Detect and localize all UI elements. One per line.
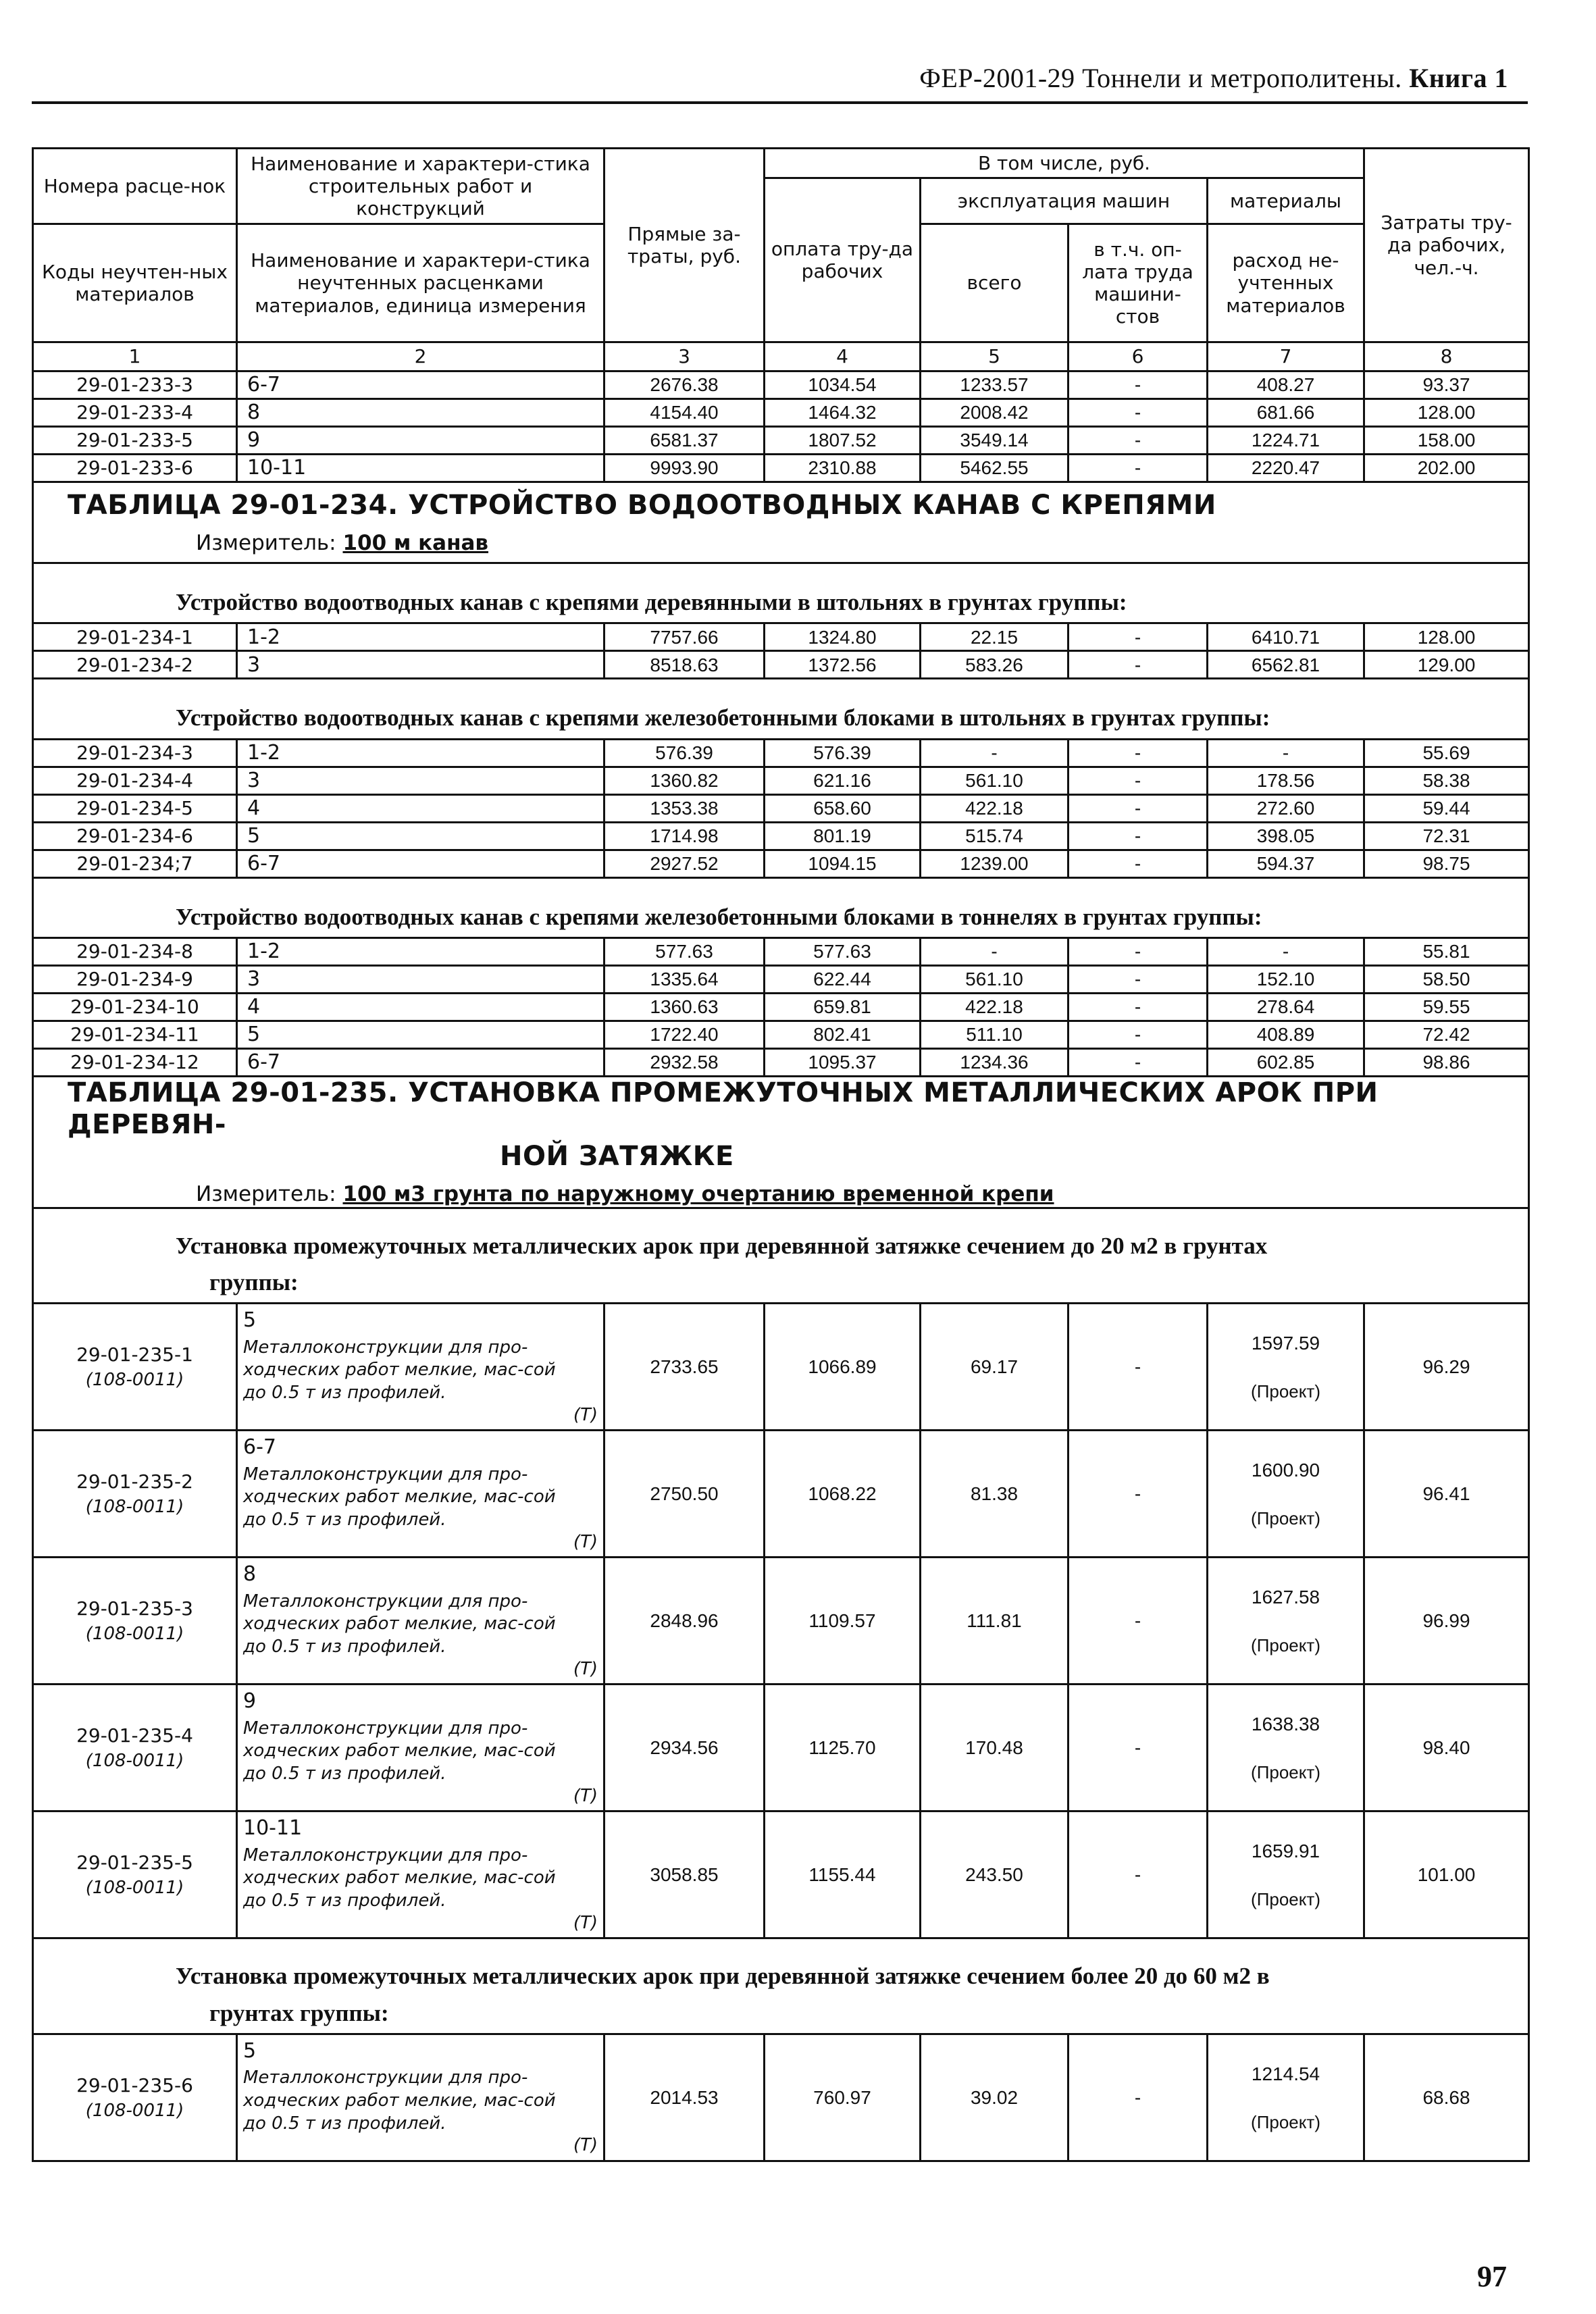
value-c7 xyxy=(1208,1304,1364,1431)
section-heading-row xyxy=(33,679,1529,739)
column-numbers-row xyxy=(33,342,1529,371)
header-rate-numbers: Номера расце-нок xyxy=(33,149,237,224)
rate-code: 29-01-234-4 xyxy=(33,767,237,794)
table-row xyxy=(33,822,1529,850)
table-235-title-line2: НОЙ ЗАТЯЖКЕ xyxy=(500,1141,734,1173)
value-c7 xyxy=(1208,1558,1364,1685)
value-c5: 2008.42 xyxy=(921,399,1069,427)
rate-code: 29-01-235-5 xyxy=(76,1851,193,1874)
value-c7: 152.10 xyxy=(1208,965,1364,993)
rate-code-cell xyxy=(33,1685,237,1811)
soil-group: 6-7 xyxy=(237,1048,604,1076)
value-c7: 6410.71 xyxy=(1208,623,1364,651)
value-c7: 408.27 xyxy=(1208,371,1364,399)
value-c6: - xyxy=(1069,455,1208,482)
soil-group: 6-7 xyxy=(237,850,604,877)
value-c4: 1372.56 xyxy=(765,651,921,679)
header-work-name: Наименование и характери-стика строительных работ и конструкций xyxy=(237,149,604,224)
header-machines-total: всего xyxy=(921,224,1069,342)
value-c7: 408.89 xyxy=(1208,1021,1364,1048)
value-c8: 128.00 xyxy=(1364,399,1529,427)
rate-code: 29-01-234-6 xyxy=(33,822,237,850)
value-c4: 1034.54 xyxy=(765,371,921,399)
value-c6: - xyxy=(1069,794,1208,822)
section-heading xyxy=(34,1209,1528,1303)
section-heading-row xyxy=(33,1208,1529,1304)
table-row xyxy=(33,1431,1529,1558)
value-c6: - xyxy=(1069,850,1208,877)
column-number: 5 xyxy=(921,342,1069,371)
soil-group: 5 xyxy=(243,1308,257,1333)
value-c3: 1353.38 xyxy=(604,794,765,822)
value-c5: 170.48 xyxy=(921,1685,1069,1811)
rate-code-cell xyxy=(33,1304,237,1431)
value-c7: 1224.71 xyxy=(1208,427,1364,455)
material-unit: (Т) xyxy=(573,1912,598,1933)
value-c7: 6562.81 xyxy=(1208,651,1364,679)
column-number: 1 xyxy=(33,342,237,371)
rate-code: 29-01-235-2 xyxy=(76,1470,193,1493)
material-code: (108-0011) xyxy=(85,1497,184,1518)
material-cost: 1600.90 xyxy=(1251,1460,1320,1481)
running-header xyxy=(919,62,1508,94)
table-row xyxy=(33,371,1529,399)
value-c8: 58.50 xyxy=(1364,965,1529,993)
value-c7: 178.56 xyxy=(1208,767,1364,794)
table-row xyxy=(33,937,1529,965)
soil-group: 3 xyxy=(237,965,604,993)
value-c6: - xyxy=(1069,2034,1208,2161)
value-c8: 96.41 xyxy=(1364,1431,1529,1558)
value-c5: 1239.00 xyxy=(921,850,1069,877)
value-c3: 9993.90 xyxy=(604,455,765,482)
value-c8: 58.38 xyxy=(1364,767,1529,794)
rate-code: 29-01-233-4 xyxy=(33,399,237,427)
value-c4: 2310.88 xyxy=(765,455,921,482)
value-c7: 278.64 xyxy=(1208,993,1364,1021)
soil-group: 3 xyxy=(237,651,604,679)
running-header-title: ФЕР-2001-29 Тоннели и метрополитены. xyxy=(919,63,1402,93)
section-heading-line2: группы: xyxy=(209,1269,299,1296)
rate-code: 29-01-234-8 xyxy=(33,937,237,965)
soil-group: 10-11 xyxy=(243,1816,303,1841)
description-cell xyxy=(237,1304,604,1431)
material-unit: (Т) xyxy=(573,1404,598,1425)
soil-group: 6-7 xyxy=(237,371,604,399)
value-c8: 96.99 xyxy=(1364,1558,1529,1685)
value-c4: 1464.32 xyxy=(765,399,921,427)
value-c8: 98.40 xyxy=(1364,1685,1529,1811)
description-cell xyxy=(237,1431,604,1558)
value-c4: 1109.57 xyxy=(765,1558,921,1685)
soil-group: 5 xyxy=(243,2038,257,2063)
value-c5: 39.02 xyxy=(921,2034,1069,2161)
section-heading: Устройство водоотводных канав с крепями железобетонными блоками в штольнях в грунтах группы: xyxy=(176,704,1270,731)
project-note: (Проект) xyxy=(1251,1381,1320,1402)
rate-code: 29-01-234-10 xyxy=(33,993,237,1021)
material-code: (108-0011) xyxy=(85,1370,184,1391)
value-c3: 1714.98 xyxy=(604,822,765,850)
value-c7: 272.60 xyxy=(1208,794,1364,822)
rate-code-cell xyxy=(33,1431,237,1558)
column-number: 4 xyxy=(765,342,921,371)
value-c6: - xyxy=(1069,1048,1208,1076)
table-row xyxy=(33,965,1529,993)
value-c5: 111.81 xyxy=(921,1558,1069,1685)
value-c4: 1807.52 xyxy=(765,427,921,455)
material-cost: 1597.59 xyxy=(1251,1333,1320,1354)
table-row xyxy=(33,850,1529,877)
value-c8: 59.44 xyxy=(1364,794,1529,822)
value-c8: 55.69 xyxy=(1364,739,1529,767)
description-cell xyxy=(237,1811,604,1938)
material-unit: (Т) xyxy=(573,2135,598,2156)
rates-table xyxy=(32,147,1530,2162)
rate-code: 29-01-235-1 xyxy=(76,1343,193,1366)
header-labor-costs: Затраты тру-да рабочих, чел.-ч. xyxy=(1364,149,1529,342)
header-material-consumption: расход не-учтенных материалов xyxy=(1208,224,1364,342)
header-machinist-pay: в т.ч. оп-лата труда машини-стов xyxy=(1069,224,1208,342)
value-c8: 98.75 xyxy=(1364,850,1529,877)
soil-group: 5 xyxy=(237,1021,604,1048)
description-cell xyxy=(237,1558,604,1685)
value-c6: - xyxy=(1069,1558,1208,1685)
value-c5: 22.15 xyxy=(921,623,1069,651)
value-c5: 3549.14 xyxy=(921,427,1069,455)
value-c3: 4154.40 xyxy=(604,399,765,427)
material-name: Металлоконструкции для про-ходческих работ мелкие, мас-сой до 0.5 т из профилей. xyxy=(243,1591,556,1657)
value-c3: 1360.82 xyxy=(604,767,765,794)
meter-label: Измеритель: xyxy=(196,1182,336,1207)
material-name: Металлоконструкции для про-ходческих работ мелкие, мас-сой до 0.5 т из профилей. xyxy=(243,1845,556,1911)
rate-code: 29-01-234-2 xyxy=(33,651,237,679)
header-including: В том числе, руб. xyxy=(765,149,1364,178)
table-row xyxy=(33,455,1529,482)
value-c4: 1125.70 xyxy=(765,1685,921,1811)
value-c4: 621.16 xyxy=(765,767,921,794)
column-number: 8 xyxy=(1364,342,1529,371)
value-c5: 1233.57 xyxy=(921,371,1069,399)
table-row xyxy=(33,993,1529,1021)
material-unit: (Т) xyxy=(573,1531,598,1552)
table-row xyxy=(33,427,1529,455)
description-cell xyxy=(237,1685,604,1811)
rate-code: 29-01-234-11 xyxy=(33,1021,237,1048)
rate-code: 29-01-233-6 xyxy=(33,455,237,482)
value-c8: 72.31 xyxy=(1364,822,1529,850)
table-row xyxy=(33,651,1529,679)
table-234-meter xyxy=(34,531,1528,556)
value-c3: 2676.38 xyxy=(604,371,765,399)
material-cost: 1638.38 xyxy=(1251,1714,1320,1735)
column-number: 6 xyxy=(1069,342,1208,371)
value-c8: 55.81 xyxy=(1364,937,1529,965)
value-c6: - xyxy=(1069,427,1208,455)
table-row xyxy=(33,794,1529,822)
value-c6: - xyxy=(1069,651,1208,679)
section-heading xyxy=(34,1939,1528,2033)
section-heading-row xyxy=(33,1938,1529,2034)
value-c7: 398.05 xyxy=(1208,822,1364,850)
value-c4: 659.81 xyxy=(765,993,921,1021)
value-c3: 2848.96 xyxy=(604,1558,765,1685)
value-c5: 515.74 xyxy=(921,822,1069,850)
value-c7: 602.85 xyxy=(1208,1048,1364,1076)
value-c5: 561.10 xyxy=(921,767,1069,794)
header-materials: материалы xyxy=(1208,178,1364,224)
value-c6: - xyxy=(1069,399,1208,427)
header-worker-pay: оплата тру-да рабочих xyxy=(765,178,921,342)
value-c6: - xyxy=(1069,993,1208,1021)
column-number: 3 xyxy=(604,342,765,371)
section-heading-line1: Установка промежуточных металлических арок при деревянной затяжке сечением более 20 до 60 м2 в xyxy=(176,1963,1270,1990)
rate-code-cell xyxy=(33,1811,237,1938)
soil-group: 4 xyxy=(237,794,604,822)
value-c5: - xyxy=(921,937,1069,965)
soil-group: 8 xyxy=(237,399,604,427)
value-c6: - xyxy=(1069,767,1208,794)
table-235-title-line1: ТАБЛИЦА 29-01-235. УСТАНОВКА ПРОМЕЖУТОЧНЫХ МЕТАЛЛИЧЕСКИХ АРОК ПРИ ДЕРЕВЯН- xyxy=(68,1077,1379,1140)
table-234-title-row xyxy=(33,482,1529,563)
section-heading-line2: грунтах группы: xyxy=(209,1999,389,2026)
material-unit: (Т) xyxy=(573,1658,598,1679)
rate-code: 29-01-235-4 xyxy=(76,1724,193,1747)
column-number: 2 xyxy=(237,342,604,371)
value-c6: - xyxy=(1069,1431,1208,1558)
page-number: 97 xyxy=(1477,2260,1507,2293)
column-number: 7 xyxy=(1208,342,1364,371)
value-c5: 1234.36 xyxy=(921,1048,1069,1076)
material-code: (108-0011) xyxy=(85,1878,184,1899)
value-c3: 2750.50 xyxy=(604,1431,765,1558)
project-note: (Проект) xyxy=(1251,1889,1320,1910)
table-235-title xyxy=(34,1077,1528,1173)
table-row xyxy=(33,623,1529,651)
table-row xyxy=(33,1558,1529,1685)
value-c6: - xyxy=(1069,822,1208,850)
soil-group: 3 xyxy=(237,767,604,794)
value-c3: 577.63 xyxy=(604,937,765,965)
section-heading-row xyxy=(33,563,1529,623)
value-c5: 422.18 xyxy=(921,993,1069,1021)
soil-group: 10-11 xyxy=(237,455,604,482)
value-c3: 1335.64 xyxy=(604,965,765,993)
value-c4: 802.41 xyxy=(765,1021,921,1048)
value-c6: - xyxy=(1069,1021,1208,1048)
value-c6: - xyxy=(1069,623,1208,651)
value-c3: 7757.66 xyxy=(604,623,765,651)
value-c5: 561.10 xyxy=(921,965,1069,993)
value-c7 xyxy=(1208,2034,1364,2161)
rate-code-cell xyxy=(33,1558,237,1685)
rate-code: 29-01-235-3 xyxy=(76,1597,193,1620)
material-name: Металлоконструкции для про-ходческих работ мелкие, мас-сой до 0.5 т из профилей. xyxy=(243,1718,556,1784)
value-c3: 8518.63 xyxy=(604,651,765,679)
section-heading-line1: Установка промежуточных металлических арок при деревянной затяжке сечением до 20 м2 в грунтах xyxy=(176,1232,1268,1259)
section-heading: Устройство водоотводных канав с крепями железобетонными блоками в тоннелях в грунтах группы: xyxy=(176,903,1262,930)
soil-group: 8 xyxy=(243,1562,257,1587)
value-c3: 3058.85 xyxy=(604,1811,765,1938)
value-c7 xyxy=(1208,1685,1364,1811)
value-c5: 5462.55 xyxy=(921,455,1069,482)
soil-group: 1-2 xyxy=(237,623,604,651)
value-c4: 576.39 xyxy=(765,739,921,767)
table-row xyxy=(33,399,1529,427)
material-cost: 1627.58 xyxy=(1251,1587,1320,1608)
value-c8: 72.42 xyxy=(1364,1021,1529,1048)
value-c8: 202.00 xyxy=(1364,455,1529,482)
rate-code: 29-01-234-3 xyxy=(33,739,237,767)
header-material-codes: Коды неучтен-ных материалов xyxy=(33,224,237,342)
soil-group: 6-7 xyxy=(243,1435,276,1460)
rate-code: 29-01-234;7 xyxy=(33,850,237,877)
value-c6: - xyxy=(1069,937,1208,965)
value-c4: 801.19 xyxy=(765,822,921,850)
soil-group: 1-2 xyxy=(237,937,604,965)
value-c4: 1066.89 xyxy=(765,1304,921,1431)
soil-group: 5 xyxy=(237,822,604,850)
value-c8: 59.55 xyxy=(1364,993,1529,1021)
table-row xyxy=(33,1021,1529,1048)
value-c3: 2014.53 xyxy=(604,2034,765,2161)
value-c3: 2932.58 xyxy=(604,1048,765,1076)
value-c5: 243.50 xyxy=(921,1811,1069,1938)
meter-label: Измеритель: xyxy=(196,530,336,555)
value-c4: 1094.15 xyxy=(765,850,921,877)
value-c5: 511.10 xyxy=(921,1021,1069,1048)
value-c6: - xyxy=(1069,1811,1208,1938)
table-235-title-row xyxy=(33,1076,1529,1208)
value-c8: 101.00 xyxy=(1364,1811,1529,1938)
material-cost: 1214.54 xyxy=(1251,2063,1320,2084)
soil-group: 9 xyxy=(243,1689,257,1714)
value-c6: - xyxy=(1069,1685,1208,1811)
value-c4: 1155.44 xyxy=(765,1811,921,1938)
table-row xyxy=(33,739,1529,767)
value-c6: - xyxy=(1069,965,1208,993)
value-c7: 594.37 xyxy=(1208,850,1364,877)
material-name: Металлоконструкции для про-ходческих работ мелкие, мас-сой до 0.5 т из профилей. xyxy=(243,2067,556,2134)
value-c5: - xyxy=(921,739,1069,767)
header-direct-costs: Прямые за-траты, руб. xyxy=(604,149,765,342)
material-code: (108-0011) xyxy=(85,1624,184,1645)
value-c6: - xyxy=(1069,1304,1208,1431)
value-c6: - xyxy=(1069,371,1208,399)
value-c4: 1095.37 xyxy=(765,1048,921,1076)
rate-code: 29-01-234-12 xyxy=(33,1048,237,1076)
table-row xyxy=(33,1685,1529,1811)
project-note: (Проект) xyxy=(1251,2111,1320,2132)
soil-group: 9 xyxy=(237,427,604,455)
section-heading: Устройство водоотводных канав с крепями деревянными в штольнях в грунтах группы: xyxy=(176,589,1127,615)
material-code: (108-0011) xyxy=(85,1751,184,1772)
table-row xyxy=(33,1048,1529,1076)
value-c7: 681.66 xyxy=(1208,399,1364,427)
value-c3: 2927.52 xyxy=(604,850,765,877)
value-c4: 622.44 xyxy=(765,965,921,993)
value-c8: 158.00 xyxy=(1364,427,1529,455)
table-row xyxy=(33,767,1529,794)
value-c3: 6581.37 xyxy=(604,427,765,455)
soil-group: 4 xyxy=(237,993,604,1021)
value-c4: 577.63 xyxy=(765,937,921,965)
value-c5: 69.17 xyxy=(921,1304,1069,1431)
value-c7: 2220.47 xyxy=(1208,455,1364,482)
table-234-title: ТАБЛИЦА 29-01-234. УСТРОЙСТВО ВОДООТВОДНЫХ КАНАВ С КРЕПЯМИ xyxy=(68,489,1216,521)
table-row xyxy=(33,1811,1529,1938)
value-c4: 1324.80 xyxy=(765,623,921,651)
rate-code: 29-01-233-3 xyxy=(33,371,237,399)
section-heading-row xyxy=(33,877,1529,937)
value-c4: 1068.22 xyxy=(765,1431,921,1558)
value-c4: 658.60 xyxy=(765,794,921,822)
material-unit: (Т) xyxy=(573,1785,598,1806)
value-c3: 2733.65 xyxy=(604,1304,765,1431)
material-code: (108-0011) xyxy=(85,2100,184,2121)
value-c7: - xyxy=(1208,937,1364,965)
project-note: (Проект) xyxy=(1251,1762,1320,1783)
rate-code: 29-01-234-1 xyxy=(33,623,237,651)
description-cell xyxy=(237,2034,604,2161)
meter-value: 100 м канав xyxy=(342,530,489,555)
material-name: Металлоконструкции для про-ходческих работ мелкие, мас-сой до 0.5 т из профилей. xyxy=(243,1337,556,1404)
value-c3: 1360.63 xyxy=(604,993,765,1021)
value-c6: - xyxy=(1069,739,1208,767)
header-machines: эксплуатация машин xyxy=(921,178,1208,224)
header-rule xyxy=(32,101,1528,104)
soil-group: 1-2 xyxy=(237,739,604,767)
value-c8: 128.00 xyxy=(1364,623,1529,651)
table-235-meter xyxy=(34,1182,1528,1207)
value-c8: 93.37 xyxy=(1364,371,1529,399)
material-name: Металлоконструкции для про-ходческих работ мелкие, мас-сой до 0.5 т из профилей. xyxy=(243,1464,556,1531)
table-row xyxy=(33,2034,1529,2161)
value-c3: 576.39 xyxy=(604,739,765,767)
header-material-name: Наименование и характери-стика неучтенных расценками материалов, единица измерения xyxy=(237,224,604,342)
value-c5: 422.18 xyxy=(921,794,1069,822)
value-c8: 96.29 xyxy=(1364,1304,1529,1431)
running-header-book: Книга 1 xyxy=(1409,63,1508,93)
value-c8: 129.00 xyxy=(1364,651,1529,679)
meter-value: 100 м3 грунта по наружному очертанию временной крепи xyxy=(342,1182,1054,1207)
project-note: (Проект) xyxy=(1251,1635,1320,1656)
rate-code: 29-01-234-5 xyxy=(33,794,237,822)
value-c4: 760.97 xyxy=(765,2034,921,2161)
rate-code: 29-01-234-9 xyxy=(33,965,237,993)
value-c8: 68.68 xyxy=(1364,2034,1529,2161)
value-c7: - xyxy=(1208,739,1364,767)
value-c5: 81.38 xyxy=(921,1431,1069,1558)
value-c7 xyxy=(1208,1431,1364,1558)
rate-code-cell xyxy=(33,2034,237,2161)
project-note: (Проект) xyxy=(1251,1508,1320,1529)
value-c8: 98.86 xyxy=(1364,1048,1529,1076)
table-row xyxy=(33,1304,1529,1431)
value-c3: 2934.56 xyxy=(604,1685,765,1811)
value-c3: 1722.40 xyxy=(604,1021,765,1048)
material-cost: 1659.91 xyxy=(1251,1841,1320,1862)
value-c7 xyxy=(1208,1811,1364,1938)
rate-code: 29-01-233-5 xyxy=(33,427,237,455)
rate-code: 29-01-235-6 xyxy=(76,2074,193,2097)
value-c5: 583.26 xyxy=(921,651,1069,679)
